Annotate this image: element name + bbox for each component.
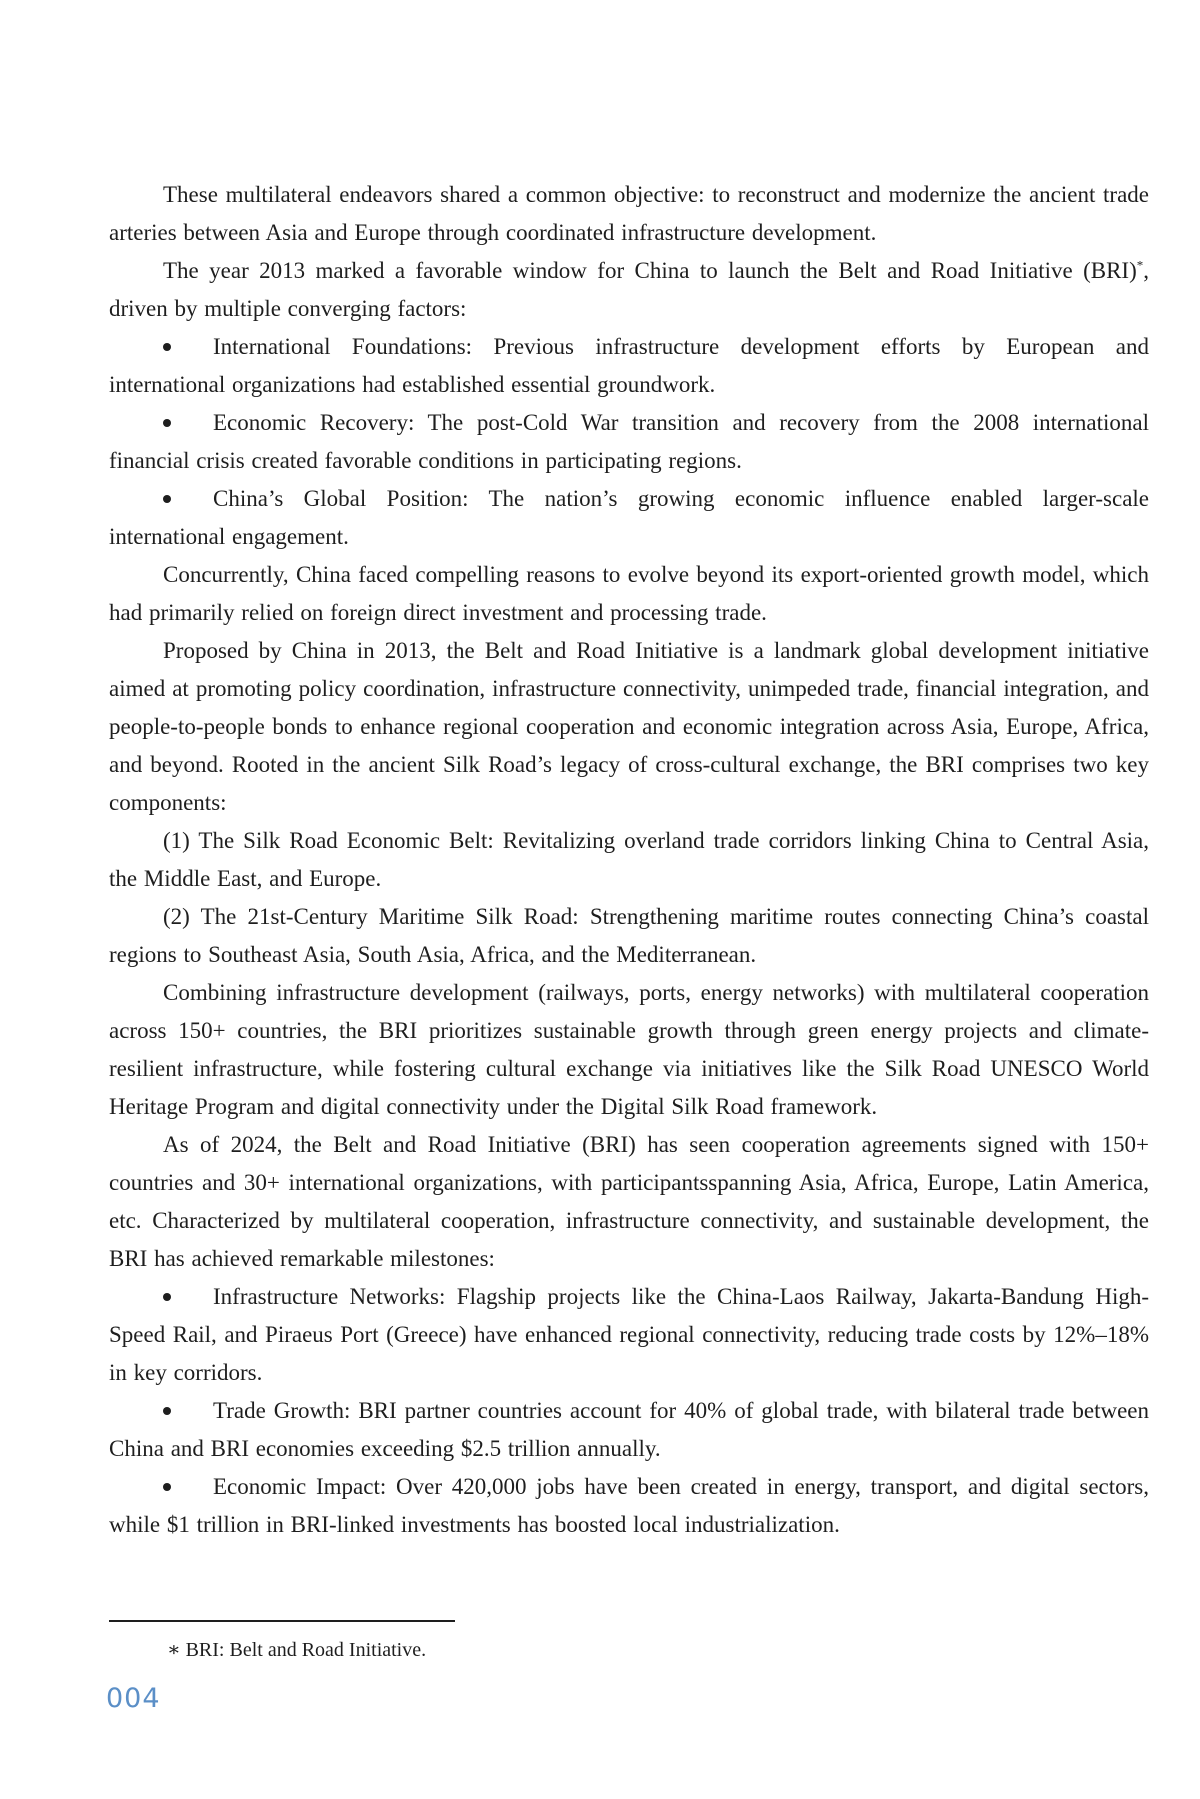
factor-item-text: International Foundations: Previous infrastructure development efforts by European and international organizations had established essential groundwork. xyxy=(109,334,1149,397)
milestone-item xyxy=(109,1468,1149,1544)
paragraph-infrastructure: Combining infrastructure development (railways, ports, energy networks) with multilateral cooperation across 150+ countries, the BRI prioritizes sustainable growth through green energy projects and climate-resilient infrastructure, while fostering cultural exchange via initiatives like the Silk Road UNESCO World Heritage Program and digital connectivity under the Digital Silk Road framework. xyxy=(109,980,1149,1119)
bullet-icon xyxy=(163,1293,171,1301)
bullet-icon xyxy=(163,1483,171,1491)
paragraph-objective: These multilateral endeavors shared a common objective: to reconstruct and modernize the ancient trade arteries between Asia and Europe through coordinated infrastructure development. xyxy=(109,182,1149,245)
page-number: 004 xyxy=(106,1683,161,1714)
bullet-icon xyxy=(163,419,171,427)
factor-item-text: China’s Global Position: The nation’s growing economic influence enabled larger-scale international engagement. xyxy=(109,486,1149,549)
paragraph-bri-definition: Proposed by China in 2013, the Belt and Road Initiative is a landmark global development initiative aimed at promoting policy coordination, infrastructure connectivity, unimpeded trade, financial integration, and people-to-people bonds to enhance regional cooperation and economic integration across Asia, Europe, Africa, and beyond. Rooted in the ancient Silk Road’s legacy of cross-cultural exchange, the BRI comprises two key components: xyxy=(109,638,1149,815)
milestone-item xyxy=(109,1278,1149,1392)
milestone-item-text: Trade Growth: BRI partner countries account for 40% of global trade, with bilateral trade between China and BRI economies exceeding $2.5 trillion annually. xyxy=(109,1398,1149,1461)
factor-item xyxy=(109,404,1149,480)
footnote-marker: * xyxy=(1136,257,1144,273)
paragraph-2013-window-text: The year 2013 marked a favorable window for China to launch the Belt and Road Initiative (BRI) xyxy=(163,258,1137,283)
bullet-icon xyxy=(163,343,171,351)
factor-item-text: Economic Recovery: The post-Cold War transition and recovery from the 2008 international financial crisis created favorable conditions in participating regions. xyxy=(109,410,1149,473)
paragraph-2013-window-end: , driven by multiple converging factors: xyxy=(109,258,1149,321)
footnote-divider xyxy=(109,1620,455,1622)
milestone-item-text: Infrastructure Networks: Flagship projects like the China-Laos Railway, Jakarta-Bandung High-Speed Rail, and Piraeus Port (Greece) have enhanced regional connectivity, reducing trade costs by 12%–18% in key corridors. xyxy=(109,1284,1149,1385)
paragraph-2013-window xyxy=(109,252,1149,328)
paragraph-maritime-road: (2) The 21st-Century Maritime Silk Road: Strengthening maritime routes connecting China’s coastal regions to Southeast Asia, South Asia, Africa, and the Mediterranean. xyxy=(109,904,1149,967)
paragraph-2024-status: As of 2024, the Belt and Road Initiative (BRI) has seen cooperation agreements signed with 150+ countries and 30+ international organizations, with participantsspanning Asia, Africa, Europe, Latin America, etc. Characterized by multilateral cooperation, infrastructure connectivity, and sustainable development, the BRI has achieved remarkable milestones: xyxy=(109,1132,1149,1271)
milestone-item-text: Economic Impact: Over 420,000 jobs have been created in energy, transport, and digital sectors, while $1 trillion in BRI-linked investments has boosted local industrialization. xyxy=(109,1474,1149,1537)
bullet-icon xyxy=(163,1407,171,1415)
milestone-item xyxy=(109,1392,1149,1468)
bullet-icon xyxy=(163,495,171,503)
factor-item xyxy=(109,328,1149,404)
paragraph-economic-belt: (1) The Silk Road Economic Belt: Revitalizing overland trade corridors linking China to Central Asia, the Middle East, and Europe. xyxy=(109,828,1149,891)
footnote: ∗ BRI: Belt and Road Initiative. xyxy=(167,1639,427,1661)
paragraph-growth-model: Concurrently, China faced compelling reasons to evolve beyond its export-oriented growth model, which had primarily relied on foreign direct investment and processing trade. xyxy=(109,562,1149,625)
body-text xyxy=(109,176,1149,1544)
factor-item xyxy=(109,480,1149,556)
